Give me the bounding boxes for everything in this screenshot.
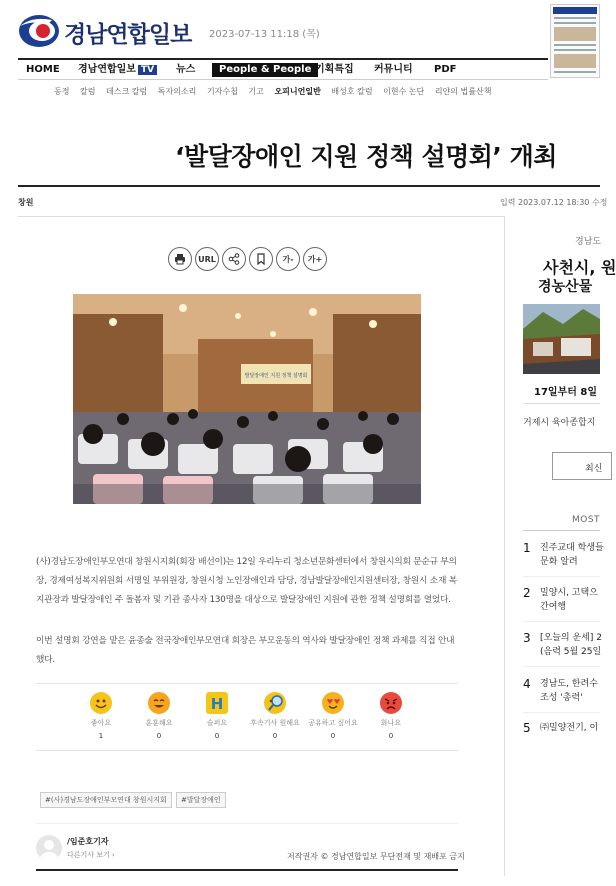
- rank-line: 문화 알려: [540, 557, 578, 567]
- reaction-share[interactable]: [304, 692, 362, 740]
- author-avatar[interactable]: [36, 835, 62, 861]
- rank-number: 4: [523, 677, 531, 691]
- svg-text:H: H: [210, 695, 224, 713]
- bottom-divider: [36, 869, 458, 871]
- rank-number: 1: [523, 541, 531, 555]
- article-section[interactable]: 창원: [18, 198, 34, 207]
- reaction-count: 0: [388, 732, 394, 740]
- meta-divider: [18, 216, 504, 217]
- sub-navigation: [54, 86, 499, 97]
- header-datetime: 2023-07-13 11:18 (목): [209, 29, 320, 40]
- reaction-label: 화나요: [380, 719, 402, 727]
- most-viewed-label: MOST: [572, 515, 601, 525]
- font-increase-button[interactable]: 가+: [303, 247, 327, 271]
- subnav-item[interactable]: 독자의소리: [157, 87, 197, 96]
- photo-banner-text: 발달장애인 지원 정책 설명회: [244, 373, 308, 379]
- nav-home[interactable]: HOME: [26, 64, 60, 75]
- reaction-label: 슬퍼요: [206, 719, 228, 727]
- author-name[interactable]: /임준호기자: [67, 837, 109, 846]
- reaction-label: 후속기사 원해요: [250, 719, 300, 727]
- author-more-link[interactable]: 다른기사 보기 ›: [67, 851, 115, 859]
- reaction-label: 좋아요: [90, 719, 112, 727]
- magnifier-face-icon: [264, 692, 286, 714]
- reaction-warm[interactable]: [130, 692, 188, 740]
- reaction-count: 1: [98, 732, 104, 740]
- rank-line: ㈜밀양전기, 이: [540, 723, 599, 733]
- print-icon: [174, 253, 186, 265]
- article-title: ‘발달장애인 지원 정책 설명회’ 개최: [175, 142, 557, 171]
- sidebar-category[interactable]: 경남도: [575, 237, 602, 247]
- article-photo[interactable]: [73, 294, 421, 504]
- rank-separator: [523, 666, 600, 667]
- nav-people[interactable]: People & People: [212, 63, 318, 77]
- sidebar-next-item[interactable]: 거제시 육아종합지: [523, 418, 596, 428]
- reaction-sad[interactable]: [188, 692, 246, 740]
- bookmark-icon: [255, 253, 267, 265]
- paper-thumbnail[interactable]: [550, 4, 600, 78]
- nav-pdf[interactable]: PDF: [434, 64, 457, 75]
- nav-tv-label: 경남연합일보: [78, 64, 136, 75]
- rank-item[interactable]: [540, 631, 602, 659]
- rank-line: 간여행: [540, 602, 567, 612]
- reaction-label: 훈훈해요: [145, 719, 173, 727]
- nav-news[interactable]: 뉴스: [176, 64, 196, 75]
- print-button[interactable]: [168, 247, 192, 271]
- logo-emblem-icon: [18, 14, 60, 48]
- sidebar-divider: [523, 403, 600, 404]
- nav-tv[interactable]: [78, 63, 157, 77]
- font-decrease-button[interactable]: 가-: [276, 247, 300, 271]
- nav-feature[interactable]: 기획특집: [315, 64, 354, 75]
- subnav-item[interactable]: 기자수첩: [206, 87, 238, 96]
- rank-line: 밀양시, 고택으: [540, 588, 598, 598]
- rank-separator: [523, 576, 600, 577]
- rank-separator: [523, 621, 600, 622]
- nav-community[interactable]: 커뮤니티: [374, 64, 413, 75]
- subnav-item[interactable]: 칼럼: [80, 87, 96, 96]
- latest-button[interactable]: 최신: [552, 452, 612, 480]
- subnav-item[interactable]: 리얀의 법률산책: [434, 87, 492, 96]
- subnav-item-active[interactable]: 오피니언일반: [274, 87, 321, 96]
- bookmark-button[interactable]: [249, 247, 273, 271]
- share-button[interactable]: [222, 247, 246, 271]
- subnav-item[interactable]: 배성호 칼럼: [331, 87, 373, 96]
- rank-line: 진주교대 학생들: [540, 543, 604, 553]
- rank-number: 2: [523, 586, 531, 600]
- most-divider: [523, 530, 600, 531]
- copyright-notice: 저작권자 © 경남연합일보 무단전재 및 재배포 금지: [287, 852, 465, 861]
- article-meta: 입력 2023.07.12 18:30 수정: [500, 198, 608, 207]
- sidebar-headline-2[interactable]: 경농산물: [538, 279, 593, 295]
- article-tag[interactable]: #(사)경남도장애인부모연대 창원시지회: [40, 792, 172, 808]
- subnav-item[interactable]: 데스크 칼럼: [106, 87, 148, 96]
- rank-number: 5: [523, 721, 531, 735]
- reaction-count: 0: [214, 732, 220, 740]
- author-divider: [36, 823, 458, 824]
- title-divider: [18, 185, 600, 187]
- sidebar-photo[interactable]: [523, 304, 600, 374]
- heart-eyes-face-icon: [322, 692, 344, 714]
- rank-line: (음력 5월 25일: [540, 647, 602, 657]
- reaction-label: 공유하고 싶어요: [308, 719, 358, 727]
- sidebar-headline[interactable]: 사천시, 원: [543, 258, 616, 277]
- reaction-count: 0: [330, 732, 336, 740]
- reaction-count: 0: [272, 732, 278, 740]
- warm-face-icon: [148, 692, 170, 714]
- smile-face-icon: [90, 692, 112, 714]
- user-icon: [36, 835, 62, 861]
- subnav-item[interactable]: 이현수 논단: [383, 87, 425, 96]
- rank-separator: [523, 712, 600, 713]
- angry-face-icon: [380, 692, 402, 714]
- rank-line: [오늘의 운세] 2: [540, 633, 602, 643]
- sad-face-icon: [206, 692, 228, 714]
- article-paragraph: (사)경남도장애인부모연대 창원시지회(회장 배선이)는 12일 우리누리 청소년문화센터에서 창원시의회 문순규 부의장, 경제여성복지위원회 서명일 부위원장, 창원시청 노인장애인과 담당, 경남발달장애인지원센터장, 창원시 소재 복지관장과 발달장애인 주 돌봄자 및 기관 종사자 130명을 대상으로 발달장애인 지원에 관한 정책 설명회를 열었다.: [36, 557, 457, 605]
- rank-item[interactable]: [540, 541, 604, 569]
- site-logo[interactable]: [18, 14, 208, 50]
- subnav-item[interactable]: 동정: [54, 87, 70, 96]
- rank-item[interactable]: [540, 586, 598, 614]
- logo-text: 경남연합일보: [64, 22, 192, 48]
- reaction-count: 0: [156, 732, 162, 740]
- main-navigation: [18, 58, 548, 80]
- reaction-like[interactable]: [72, 692, 130, 740]
- rank-line: 경남도, 한려수: [540, 679, 598, 689]
- rank-line: 조성 '총력': [540, 693, 583, 703]
- tv-badge: TV: [138, 65, 157, 75]
- reaction-followup[interactable]: [246, 692, 304, 740]
- url-button[interactable]: URL: [195, 247, 219, 271]
- share-icon: [228, 253, 240, 265]
- subnav-item[interactable]: 기고: [248, 87, 264, 96]
- rank-item[interactable]: [540, 721, 598, 735]
- article-tag[interactable]: #발달장애인: [176, 792, 226, 808]
- sidebar-subheadline[interactable]: 17일부터 8일: [534, 387, 597, 398]
- rank-item[interactable]: [540, 677, 598, 705]
- column-divider: [504, 216, 505, 876]
- reaction-angry[interactable]: [362, 692, 420, 740]
- rank-number: 3: [523, 631, 531, 645]
- article-paragraph: 이번 설명회 강연을 맡은 윤종술 전국장애인부모연대 회장은 부모운동의 역사와 발달장애인 정책 과제를 직접 안내했다.: [36, 636, 455, 665]
